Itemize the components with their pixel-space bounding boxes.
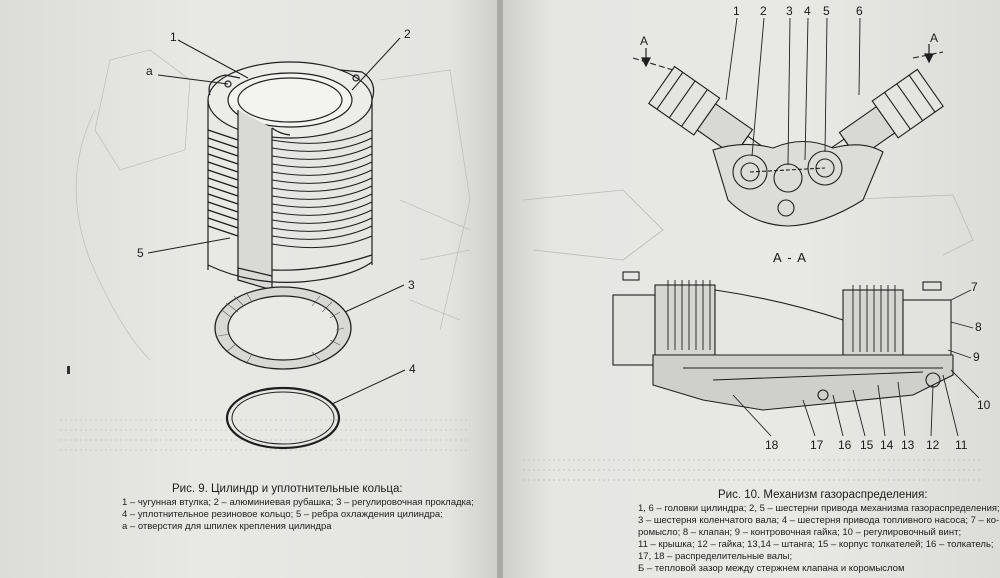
right-page (503, 0, 1000, 578)
rubber-o-ring (227, 388, 339, 448)
callout-bottom: 12 (926, 438, 940, 452)
callout-bottom: 11 (955, 438, 968, 452)
callout-right: 7 (971, 280, 978, 294)
section-marker-left: А (640, 34, 649, 48)
callout-bottom: 17 (810, 438, 824, 452)
figure-10-legend-line: 3 – шестерня коленчатого вала; 4 – шестерня привода топливного насоса; 7 – ко- (638, 515, 1000, 526)
callout-5: 5 (137, 246, 144, 260)
left-page (0, 0, 497, 578)
callout-right: 10 (977, 398, 991, 412)
callout-top: 5 (823, 4, 830, 18)
margin-marks (67, 366, 70, 374)
section-a-a (613, 272, 953, 410)
figure-10-legend-line: 17, 18 – распределительные валы; (638, 551, 793, 562)
figure-9-legend-line: а – отверстия для шпилек крепления цилиндра (122, 521, 332, 532)
figure-10-legend-line: 1, 6 – головки цилиндра; 2, 5 – шестерни привода механизма газораспределения; (638, 503, 1000, 514)
callout-right: 9 (973, 350, 980, 364)
section-title: А - А (773, 250, 807, 265)
figure-10-title: Рис. 10. Механизм газораспределения: (718, 489, 928, 501)
callout-right: 8 (975, 320, 982, 334)
callout-top: 2 (760, 4, 767, 18)
callout-bottom: 18 (765, 438, 779, 452)
figure-10-legend-line: ромысло; 8 – клапан; 9 – контровочная гайка; 10 – регулировочный винт; (638, 527, 962, 538)
figure-9-caption (122, 482, 482, 533)
callout-a: а (146, 64, 153, 78)
callout-top: 6 (856, 4, 863, 18)
callout-top: 1 (733, 4, 740, 18)
callout-1: 1 (170, 30, 177, 44)
callout-top: 4 (804, 4, 811, 18)
figure-9-legend-line: 1 – чугунная втулка; 2 – алюминиевая рубашка; 3 – регулировочная прокладка; (122, 497, 474, 508)
callout-4: 4 (409, 362, 416, 376)
gasket-ring (215, 287, 351, 369)
callout-2: 2 (404, 27, 411, 41)
figure-10-caption (638, 488, 1000, 575)
section-marker-right: А (930, 31, 939, 45)
figure-9-title: Рис. 9. Цилиндр и уплотнительные кольца: (172, 483, 403, 495)
callout-3: 3 (408, 278, 415, 292)
section-arrows (642, 44, 933, 66)
figure-10-legend-line: 11 – крышка; 12 – гайка; 13,14 – штанга; 15 – корпус толкателей; 16 – толкатель; (638, 539, 994, 550)
figure-10-legend-line: Б – тепловой зазор между стержнем клапана и коромыслом (638, 563, 905, 574)
callout-bottom: 14 (880, 438, 894, 452)
callout-bottom: 15 (860, 438, 874, 452)
callout-top: 3 (786, 4, 793, 18)
figure-9-legend-line: 4 – уплотнительное резиновое кольцо; 5 – ребра охлаждения цилиндра; (122, 509, 443, 520)
cylinder-assembly (208, 62, 374, 290)
callout-bottom: 13 (901, 438, 915, 452)
callout-bottom: 16 (838, 438, 852, 452)
